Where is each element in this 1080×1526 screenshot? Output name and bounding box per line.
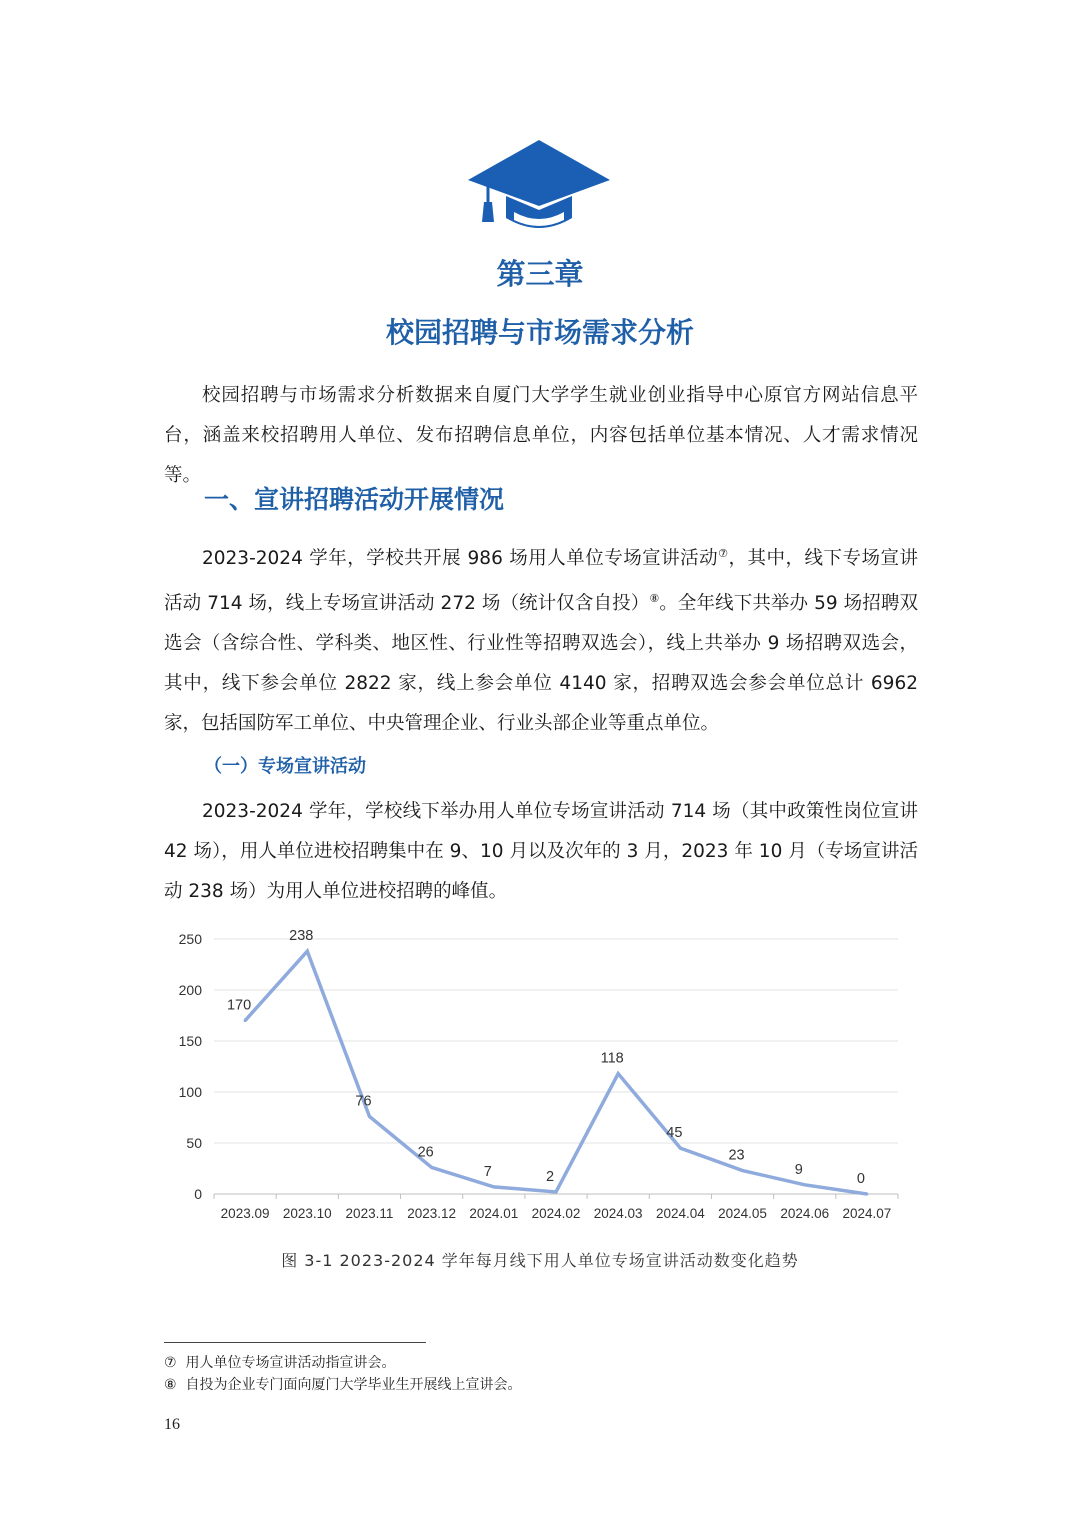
- footnote-8: ⑧ 自投为企业专门面向厦门大学毕业生开展线上宣讲会。: [164, 1377, 522, 1393]
- x-tick-label: 2023.09: [220, 1206, 270, 1221]
- data-label: 118: [600, 1050, 624, 1067]
- line-chart: [160, 924, 920, 1234]
- data-point: [617, 1072, 620, 1075]
- footnote-ref-7[interactable]: ⑦: [718, 547, 729, 560]
- data-point: [555, 1190, 558, 1193]
- x-tick-label: 2024.02: [531, 1206, 581, 1221]
- x-tick-label: 2024.05: [718, 1206, 767, 1221]
- data-label: 76: [355, 1093, 372, 1110]
- series-line: [245, 951, 867, 1194]
- page-number: 16: [164, 1416, 180, 1433]
- footnote-ref-8[interactable]: ⑧: [649, 592, 660, 606]
- data-label: 23: [728, 1147, 745, 1164]
- subsection-heading: （一）专场宣讲活动: [204, 756, 366, 777]
- x-tick-label: 2024.04: [655, 1206, 705, 1221]
- chapter-number: 第三章: [496, 257, 584, 291]
- footnote-7: ⑦ 用人单位专场宣讲活动指宣讲会。: [164, 1355, 396, 1371]
- data-label: 0: [856, 1171, 865, 1187]
- x-tick-label: 2023.10: [282, 1206, 332, 1221]
- data-point: [492, 1185, 495, 1188]
- data-point: [803, 1183, 806, 1186]
- data-point: [430, 1166, 433, 1169]
- figure-caption: 图 3-1 2023-2024 学年每月线下用人单位专场宣讲活动数变化趋势: [281, 1251, 799, 1270]
- data-point: [368, 1115, 371, 1118]
- data-label: 170: [226, 997, 252, 1014]
- x-tick-label: 2024.03: [593, 1206, 643, 1221]
- x-tick-label: 2024.06: [780, 1206, 830, 1221]
- section-heading: 一、宣讲招聘活动开展情况: [204, 485, 505, 514]
- data-point: [679, 1147, 682, 1150]
- data-point: [306, 950, 309, 953]
- data-label: 45: [666, 1125, 683, 1142]
- y-tick-label: 250: [178, 931, 202, 947]
- y-tick-label: 100: [178, 1084, 202, 1100]
- subsection-paragraph: 2023-2024 学年，学校线下举办用人单位专场宣讲活动 714 场（其中政策性岗位宣讲 42 场），用人单位进校招聘集中在 9、10 月以及次年的 3 月，2023 年 10 月（专场宣讲活动 238 场）为用人单位进校招聘的峰值。: [164, 801, 918, 902]
- data-point: [244, 1019, 247, 1022]
- y-tick-label: 0: [194, 1186, 202, 1202]
- graduation-cap-icon: [468, 140, 610, 232]
- data-label: 26: [417, 1144, 434, 1161]
- footnote-divider: [164, 1342, 426, 1343]
- y-tick-label: 150: [178, 1033, 202, 1049]
- section-paragraph: 2023-2024 学年，学校共开展 986 场用人单位专场宣讲活动⑦，其中，线下专场宣讲活动 714 场，线上专场宣讲活动 272 场（统计仅含自投）⑧。全年线下共举办 59 场招聘双选会（含综合性、学科类、地区性、行业性等招聘双选会），线上共举办 9 场招聘双选会，其中，线下参会单位 2822 家，线上参会单位 4140 家，招聘双选会参会单位总计 6962 家，包括国防军工单位、中央管理企业、行业头部企业等重点单位。: [164, 547, 918, 735]
- chapter-title: 校园招聘与市场需求分析: [385, 316, 694, 349]
- x-tick-label: 2024.01: [469, 1206, 519, 1221]
- data-label: 2: [545, 1168, 555, 1185]
- data-point: [865, 1193, 868, 1196]
- intro-paragraph: 校园招聘与市场需求分析数据来自厦门大学学生就业创业指导中心原官方网站信息平台，涵盖来校招聘用人单位、发布招聘信息单位，内容包括单位基本情况、人才需求情况等。: [164, 385, 918, 486]
- data-label: 9: [794, 1161, 803, 1178]
- x-tick-label: 2023.12: [407, 1206, 457, 1221]
- data-point: [741, 1169, 744, 1172]
- data-label: 238: [289, 928, 314, 945]
- y-tick-label: 200: [178, 982, 202, 998]
- data-label: 7: [483, 1163, 492, 1180]
- y-tick-label: 50: [186, 1135, 202, 1151]
- x-tick-label: 2024.07: [842, 1206, 892, 1221]
- x-tick-label: 2023.11: [345, 1206, 394, 1221]
